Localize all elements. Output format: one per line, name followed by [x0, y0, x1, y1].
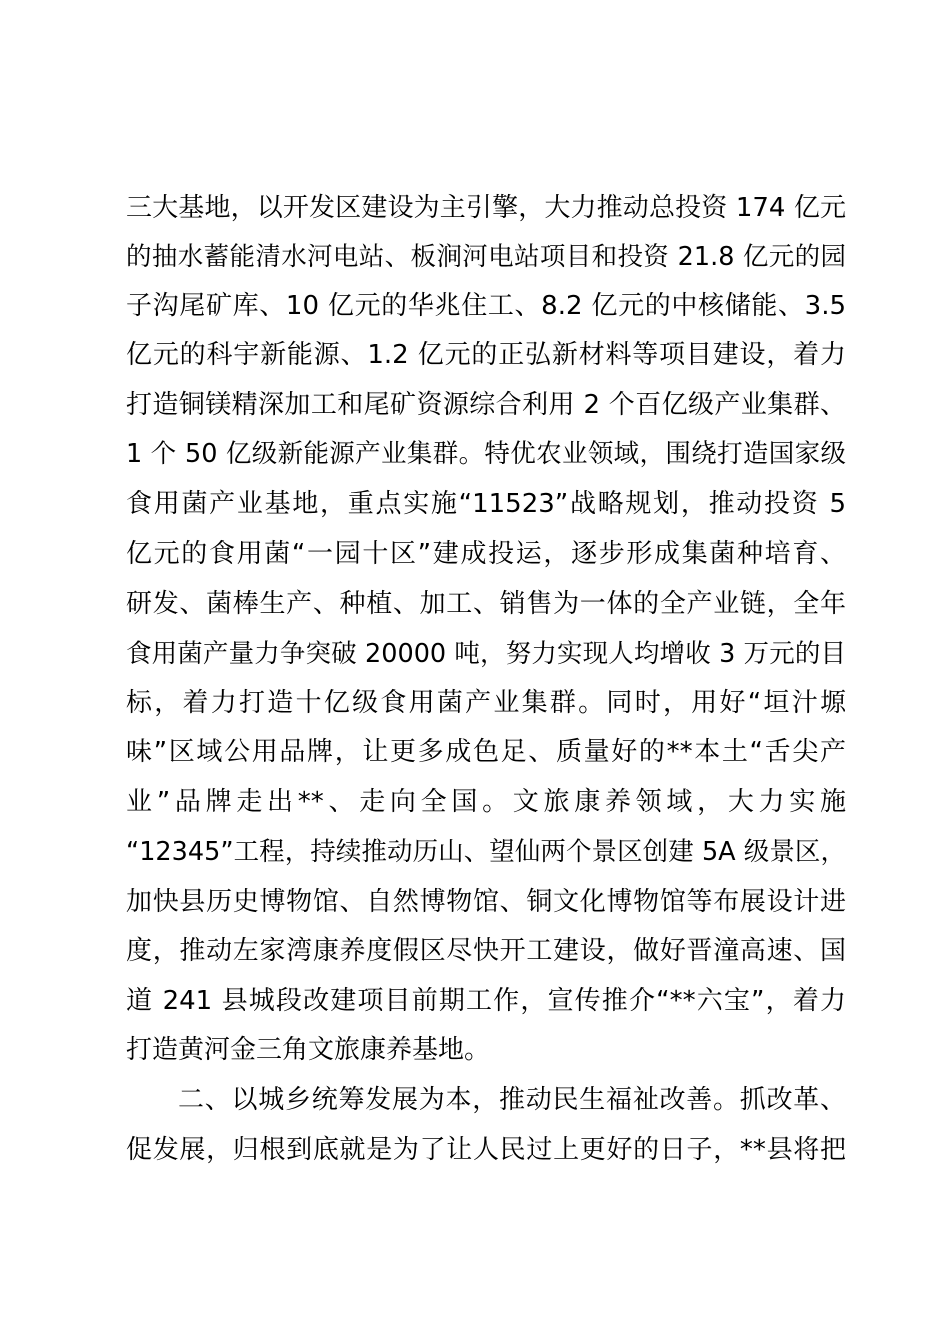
text-line: 打造黄河金三角文旅康养基地。: [126, 1035, 491, 1065]
text-line: 三大基地，以开发区建设为主引擎，大力推动总投资 174 亿元: [126, 193, 846, 223]
text-line: 打造铜镁精深加工和尾矿资源综合利用 2 个百亿级产业集群、: [126, 390, 846, 420]
text-line: 标，着力打造十亿级食用菌产业集群。同时，用好“垣汁塬: [126, 688, 846, 718]
text-line: 的抽水蓄能清水河电站、板涧河电站项目和投资 21.8 亿元的园: [126, 242, 846, 272]
text-line: 加快县历史博物馆、自然博物馆、铜文化博物馆等布展设计进: [126, 887, 846, 917]
text-line: 子沟尾矿库、10 亿元的华兆住工、8.2 亿元的中核储能、3.5: [126, 291, 846, 321]
text-line: 促发展，归根到底就是为了让人民过上更好的日子，**县将把: [126, 1135, 846, 1165]
text-line: 1 个 50 亿级新能源产业集群。特优农业领域，围绕打造国家级: [126, 439, 846, 469]
text-line: 亿元的科宇新能源、1.2 亿元的正弘新材料等项目建设，着力: [126, 340, 846, 370]
text-line: 亿元的食用菌“一园十区”建成投运，逐步形成集菌种培育、: [126, 539, 846, 569]
text-line: 道 241 县城段改建项目前期工作，宣传推介“**六宝”，着力: [126, 986, 846, 1016]
text-line: 业”品牌走出**、走向全国。文旅康养领域，大力实施: [126, 787, 846, 817]
text-line: 度，推动左家湾康养度假区尽快开工建设，做好晋潼高速、国: [126, 936, 846, 966]
text-line: 研发、菌棒生产、种植、加工、销售为一体的全产业链，全年: [126, 589, 846, 619]
text-line: 食用菌产量力争突破 20000 吨，努力实现人均增收 3 万元的目: [126, 639, 846, 669]
paragraph-heading-line: 二、以城乡统筹发展为本，推动民生福祉改善。抓改革、: [178, 1085, 846, 1115]
text-line: 食用菌产业基地，重点实施“11523”战略规划，推动投资 5: [126, 489, 846, 519]
text-line: 味”区域公用品牌，让更多成色足、质量好的**本土“舌尖产: [126, 737, 846, 767]
text-line: “12345”工程，持续推动历山、望仙两个景区创建 5A 级景区，: [126, 837, 846, 867]
